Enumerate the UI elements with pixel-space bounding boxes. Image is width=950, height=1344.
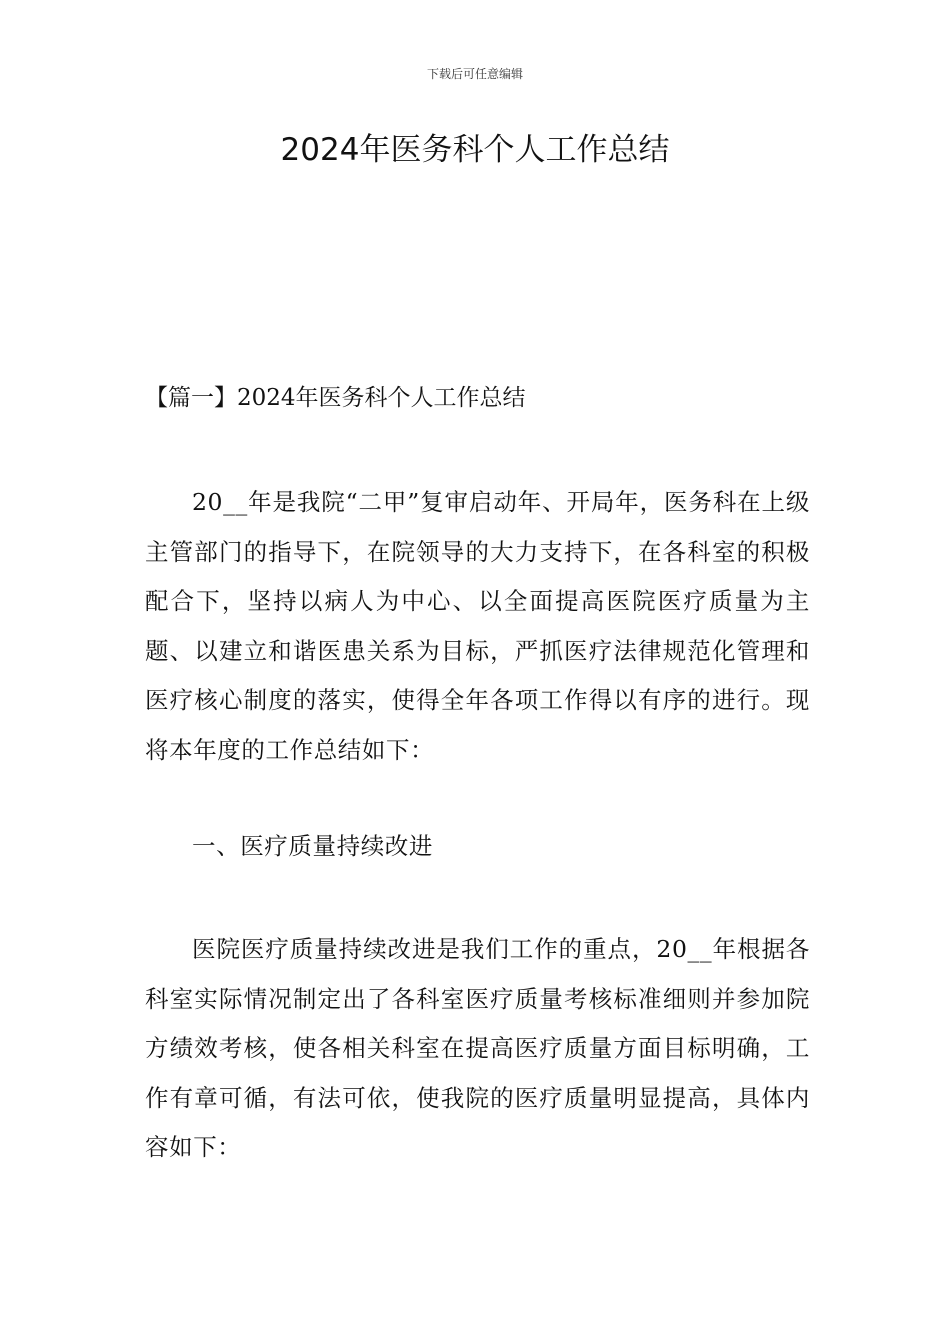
subheading-quality-improvement: 一、医疗质量持续改进 <box>192 832 433 860</box>
body-paragraph-2: 医院医疗质量持续改进是我们工作的重点，20__年根据各科室实际情况制定出了各科室医疗质量考核标准细则并参加院方绩效考核，使各相关科室在提高医疗质量方面目标明确，工作有章可循，有法可依，使我院的医疗质量明显提高，具体内容如下： <box>145 935 810 1161</box>
document-title: 2024年医务科个人工作总结 <box>280 132 670 168</box>
section-heading: 【篇一】2024年医务科个人工作总结 <box>145 385 526 411</box>
page-header-note: 下载后可任意编辑 <box>426 67 523 81</box>
body-paragraph-1: 20__年是我院“二甲”复审启动年、开局年，医务科在上级主管部门的指导下，在院领导的大力支持下，在各科室的积极配合下，坚持以病人为中心、以全面提高医院医疗质量为主题、以建立和谐医患关系为目标，严抓医疗法律规范化管理和医疗核心制度的落实，使得全年各项工作得以有序的进行。现将本年度的工作总结如下： <box>145 488 810 764</box>
